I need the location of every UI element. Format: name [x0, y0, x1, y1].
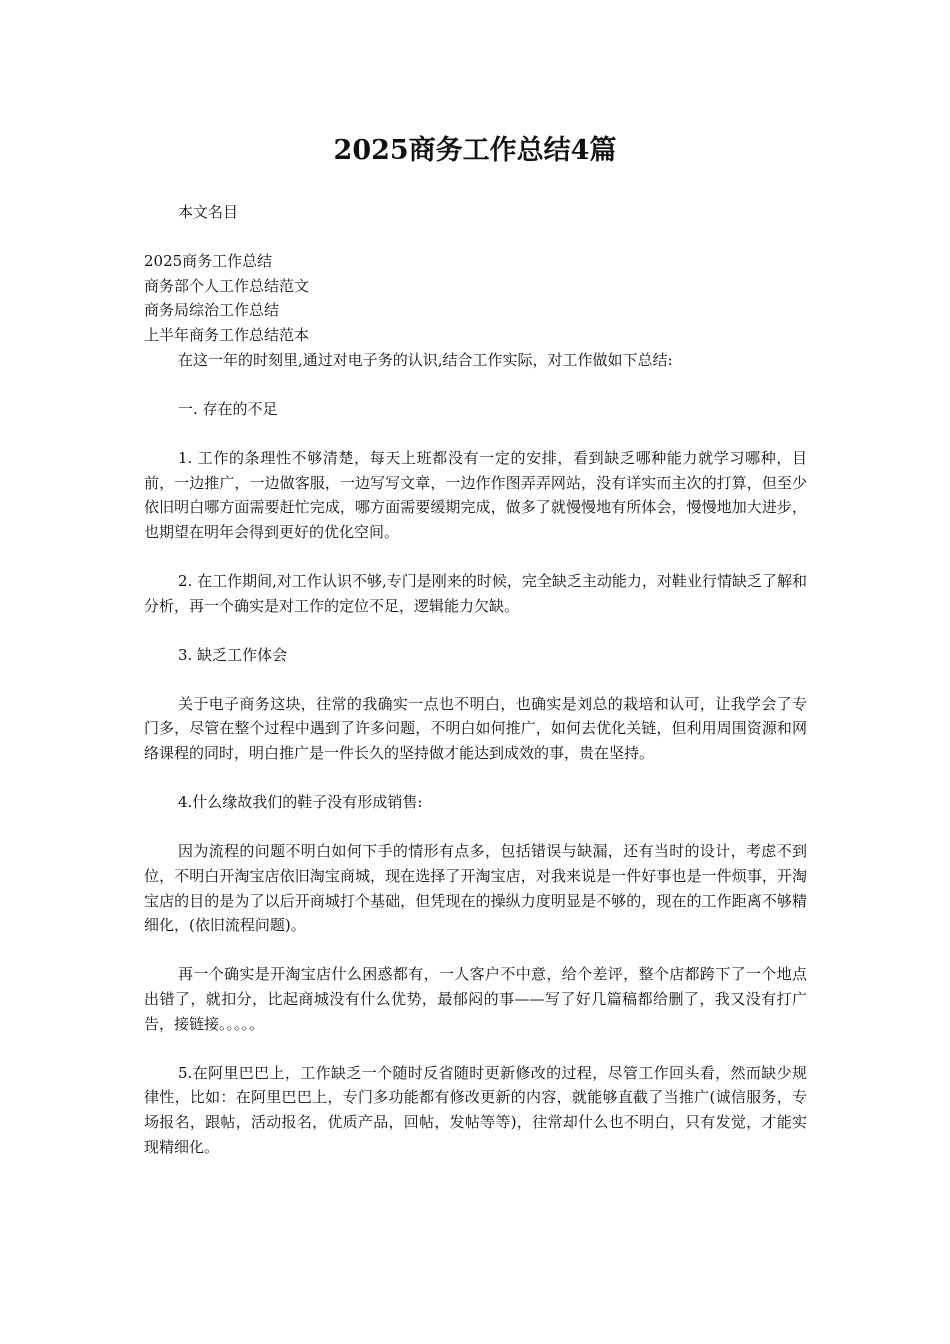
paragraph: 关于电子商务这块，往常的我确实一点也不明白，也确实是刘总的栽培和认可，让我学会了专门多，尽管在整个过程中遇到了许多问题，不明白如何推广，如何去优化关链，但利用周围资源和网络课程的同时，明白推广是一件长久的坚持做才能达到成效的事，贵在坚持。: [144, 694, 807, 763]
document-body: [144, 200, 807, 1159]
paragraph: 2. 在工作期间,对工作认识不够,专门是刚来的时候，完全缺乏主动能力，对鞋业行情缺乏了解和分析，再一个确实是对工作的定位不足，逻辑能力欠缺。: [144, 571, 807, 615]
document-title: 2025商务工作总结4篇: [333, 135, 617, 166]
section-heading: 3. 缺乏工作体会: [178, 645, 288, 664]
paragraph: 1. 工作的条理性不够清楚，每天上班都没有一定的安排，看到缺乏哪种能力就学习哪种，目前，一边推广，一边做客服，一边写写文章，一边作作图弄弄网站，没有详实而主次的打算，但至少依旧明白哪方面需要赶忙完成，哪方面需要缓期完成，做多了就慢慢地有所体会，慢慢地加大进步，也期望在明年会得到更好的优化空间。: [144, 448, 807, 541]
toc-item: 商务局综治工作总结: [144, 301, 280, 320]
paragraph: 因为流程的问题不明白如何下手的情形有点多，包括错误与缺漏，还有当时的设计，考虑不到位，不明白开淘宝店依旧淘宝商城，现在选择了开淘宝店，对我来说是一件好事也是一件烦事，开淘宝店的目的是为了以后开商城打个基础，但凭现在的操纵力度明显是不够的，现在的工作距离不够精细化，(依旧流程问题)。: [144, 842, 807, 935]
paragraph: 5.在阿里巴巴上，工作缺乏一个随时反省随时更新修改的过程，尽管工作回头看，然而缺少规律性，比如：在阿里巴巴上，专门多功能都有修改更新的内容，就能够直截了当推广(诚信服务，专场报名，跟帖，活动报名，优质产品，回帖，发帖等等)，往常却什么也不明白，只有发觉，才能实现精细化。: [144, 1063, 807, 1156]
paragraph: 在这一年的时刻里,通过对电子务的认识,结合工作实际，对工作做如下总结:: [178, 350, 673, 369]
paragraph: 再一个确实是开淘宝店什么困惑都有，一人客户不中意，给个差评，整个店都跨下了一个地点出错了，就扣分，比起商城没有什么优势，最郁闷的事——写了好几篇稿都给删了，我又没有打广告，接链接。。。。。: [144, 965, 807, 1033]
toc-item: 上半年商务工作总结范本: [144, 325, 310, 344]
toc-heading: 本文名目: [178, 203, 239, 221]
section-heading: 一. 存在的不足: [178, 399, 278, 418]
toc-item: 2025商务工作总结: [144, 252, 273, 271]
section-heading: 4.什么缘故我们的鞋子没有形成销售:: [178, 793, 423, 812]
toc-item: 商务部个人工作总结范文: [144, 276, 310, 295]
